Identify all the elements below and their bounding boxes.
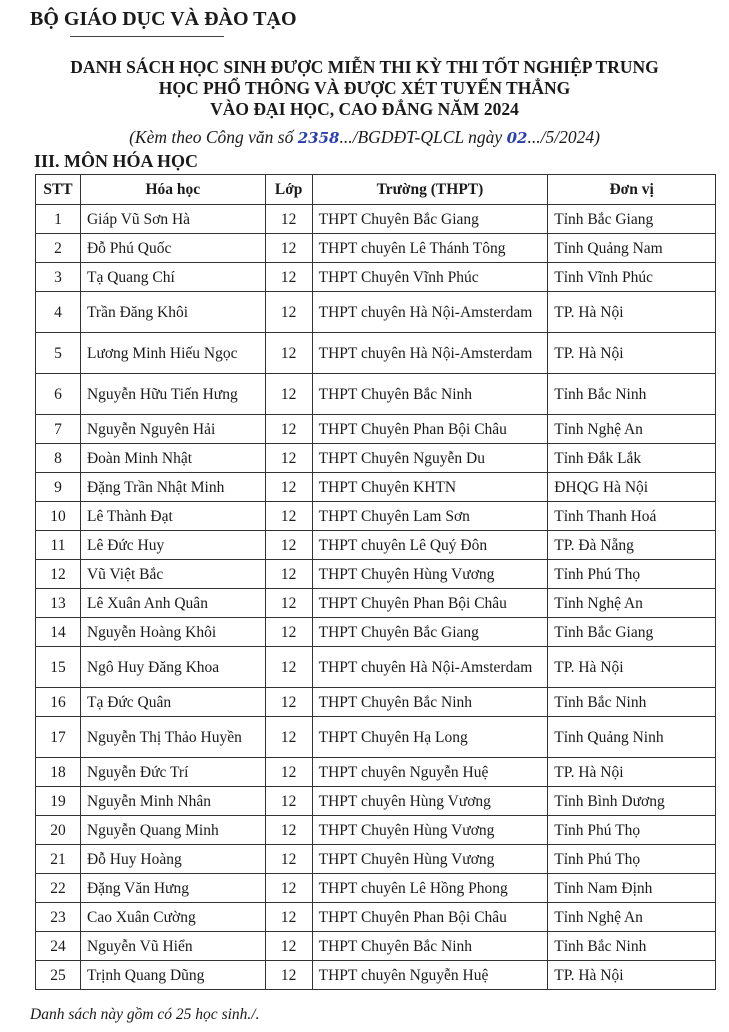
- cell-stt: 5: [36, 333, 81, 374]
- cell-stt: 12: [36, 560, 81, 589]
- cell-stt: 11: [36, 531, 81, 560]
- title-line: VÀO ĐẠI HỌC, CAO ĐẲNG NĂM 2024: [210, 99, 519, 119]
- cell-stt: 1: [36, 205, 81, 234]
- cell-stt: 9: [36, 473, 81, 502]
- cell-grade: 12: [265, 292, 312, 333]
- cell-stt: 13: [36, 589, 81, 618]
- cell-school: THPT chuyên Hà Nội-Amsterdam: [312, 333, 548, 374]
- cell-grade: 12: [265, 205, 312, 234]
- cell-unit: TP. Hà Nội: [548, 292, 716, 333]
- cell-stt: 24: [36, 932, 81, 961]
- handwritten-day: 02: [506, 129, 528, 147]
- cell-name: Tạ Đức Quân: [80, 688, 265, 717]
- cell-stt: 6: [36, 374, 81, 415]
- cell-stt: 22: [36, 874, 81, 903]
- cell-unit: Tỉnh Nghệ An: [548, 589, 716, 618]
- cell-unit: Tỉnh Vĩnh Phúc: [548, 263, 716, 292]
- cell-stt: 19: [36, 787, 81, 816]
- cell-grade: 12: [265, 688, 312, 717]
- cell-name: Lê Xuân Anh Quân: [80, 589, 265, 618]
- cell-school: THPT Chuyên Bắc Giang: [312, 618, 548, 647]
- cell-unit: Tỉnh Bắc Ninh: [548, 932, 716, 961]
- header-unit: Đơn vị: [548, 175, 716, 205]
- cell-school: THPT chuyên Nguyễn Huệ: [312, 758, 548, 787]
- cell-name: Trịnh Quang Dũng: [80, 961, 265, 990]
- cell-stt: 21: [36, 845, 81, 874]
- cell-name: Đoàn Minh Nhật: [80, 444, 265, 473]
- ministry-name: BỘ GIÁO DỤC VÀ ĐÀO TẠO: [30, 8, 297, 30]
- table-row: [36, 531, 716, 560]
- cell-unit: Tỉnh Nam Định: [548, 874, 716, 903]
- table-row: [36, 932, 716, 961]
- cell-name: Đỗ Huy Hoàng: [80, 845, 265, 874]
- header-name: Hóa học: [80, 175, 265, 205]
- cell-school: THPT chuyên Lê Quý Đôn: [312, 531, 548, 560]
- cell-grade: 12: [265, 589, 312, 618]
- cell-school: THPT Chuyên Hùng Vương: [312, 845, 548, 874]
- cell-stt: 10: [36, 502, 81, 531]
- cell-grade: 12: [265, 845, 312, 874]
- cell-name: Nguyễn Nguyên Hải: [80, 415, 265, 444]
- cell-unit: Tỉnh Bắc Giang: [548, 618, 716, 647]
- cell-name: Nguyễn Đức Trí: [80, 758, 265, 787]
- cell-grade: 12: [265, 717, 312, 758]
- cell-unit: Tỉnh Phú Thọ: [548, 845, 716, 874]
- cell-grade: 12: [265, 618, 312, 647]
- cell-stt: 18: [36, 758, 81, 787]
- cell-school: THPT Chuyên Lam Sơn: [312, 502, 548, 531]
- cell-stt: 3: [36, 263, 81, 292]
- document-title: [0, 57, 729, 120]
- cell-school: THPT Chuyên Phan Bội Châu: [312, 415, 548, 444]
- handwritten-number: 2358: [297, 129, 340, 147]
- cell-school: THPT Chuyên Bắc Ninh: [312, 932, 548, 961]
- cell-unit: TP. Hà Nội: [548, 758, 716, 787]
- cell-name: Trần Đăng Khôi: [80, 292, 265, 333]
- title-line: DANH SÁCH HỌC SINH ĐƯỢC MIỄN THI KỲ THI TỐT NGHIỆP TRUNG: [70, 57, 659, 77]
- cell-name: Đặng Văn Hưng: [80, 874, 265, 903]
- cell-name: Nguyễn Thị Thảo Huyền: [80, 717, 265, 758]
- table-row: [36, 234, 716, 263]
- table-row: [36, 618, 716, 647]
- table-row: [36, 333, 716, 374]
- cell-stt: 25: [36, 961, 81, 990]
- footer-note: Danh sách này gồm có 25 học sinh./.: [30, 1006, 260, 1023]
- cell-school: THPT chuyên Nguyễn Huệ: [312, 961, 548, 990]
- cell-grade: 12: [265, 758, 312, 787]
- header-school: Trường (THPT): [312, 175, 548, 205]
- table-row: [36, 758, 716, 787]
- cell-name: Nguyễn Minh Nhân: [80, 787, 265, 816]
- cell-name: Nguyễn Quang Minh: [80, 816, 265, 845]
- cell-name: Lê Đức Huy: [80, 531, 265, 560]
- table-row: [36, 717, 716, 758]
- cell-school: THPT Chuyên Bắc Ninh: [312, 688, 548, 717]
- cell-grade: 12: [265, 816, 312, 845]
- cell-stt: 23: [36, 903, 81, 932]
- cell-grade: 12: [265, 374, 312, 415]
- table-row: [36, 589, 716, 618]
- cell-school: THPT chuyên Lê Hồng Phong: [312, 874, 548, 903]
- student-table: [35, 174, 716, 990]
- cell-stt: 17: [36, 717, 81, 758]
- table-row: [36, 903, 716, 932]
- cell-name: Nguyễn Vũ Hiển: [80, 932, 265, 961]
- cell-school: THPT Chuyên KHTN: [312, 473, 548, 502]
- cell-unit: Tỉnh Quảng Nam: [548, 234, 716, 263]
- cell-school: THPT Chuyên Hùng Vương: [312, 816, 548, 845]
- cell-stt: 2: [36, 234, 81, 263]
- cell-name: Cao Xuân Cường: [80, 903, 265, 932]
- cell-unit: TP. Hà Nội: [548, 961, 716, 990]
- cell-school: THPT Chuyên Phan Bội Châu: [312, 589, 548, 618]
- cell-stt: 15: [36, 647, 81, 688]
- cell-school: THPT Chuyên Bắc Giang: [312, 205, 548, 234]
- reference-middle: .../BGDĐT-QLCL ngày: [339, 127, 507, 147]
- cell-grade: 12: [265, 647, 312, 688]
- table-row: [36, 473, 716, 502]
- ministry-underline: [70, 36, 224, 37]
- cell-unit: TP. Hà Nội: [548, 647, 716, 688]
- cell-unit: Tỉnh Thanh Hoá: [548, 502, 716, 531]
- cell-stt: 16: [36, 688, 81, 717]
- title-line: HỌC PHỔ THÔNG VÀ ĐƯỢC XÉT TUYỂN THẲNG: [158, 78, 571, 98]
- cell-grade: 12: [265, 473, 312, 502]
- cell-unit: TP. Hà Nội: [548, 333, 716, 374]
- table-row: [36, 787, 716, 816]
- table-row: [36, 502, 716, 531]
- cell-name: Ngô Huy Đăng Khoa: [80, 647, 265, 688]
- cell-unit: Tỉnh Đắk Lắk: [548, 444, 716, 473]
- cell-unit: Tỉnh Bắc Ninh: [548, 374, 716, 415]
- cell-unit: TP. Đà Nẵng: [548, 531, 716, 560]
- table-row: [36, 292, 716, 333]
- cell-grade: 12: [265, 874, 312, 903]
- cell-name: Tạ Quang Chí: [80, 263, 265, 292]
- cell-grade: 12: [265, 234, 312, 263]
- cell-school: THPT Chuyên Bắc Ninh: [312, 374, 548, 415]
- cell-unit: ĐHQG Hà Nội: [548, 473, 716, 502]
- table-row: [36, 374, 716, 415]
- table-row: [36, 688, 716, 717]
- cell-unit: Tỉnh Bắc Ninh: [548, 688, 716, 717]
- cell-school: THPT chuyên Hà Nội-Amsterdam: [312, 292, 548, 333]
- cell-name: Lương Minh Hiếu Ngọc: [80, 333, 265, 374]
- cell-school: THPT chuyên Lê Thánh Tông: [312, 234, 548, 263]
- cell-school: THPT chuyên Hà Nội-Amsterdam: [312, 647, 548, 688]
- table-row: [36, 961, 716, 990]
- table-row: [36, 415, 716, 444]
- cell-grade: 12: [265, 903, 312, 932]
- table-row: [36, 560, 716, 589]
- cell-name: Vũ Việt Bắc: [80, 560, 265, 589]
- cell-name: Đặng Trần Nhật Minh: [80, 473, 265, 502]
- table-row: [36, 874, 716, 903]
- table-row: [36, 205, 716, 234]
- section-heading: III. MÔN HÓA HỌC: [34, 151, 199, 171]
- table-row: [36, 444, 716, 473]
- cell-grade: 12: [265, 444, 312, 473]
- cell-unit: Tỉnh Nghệ An: [548, 415, 716, 444]
- cell-unit: Tỉnh Quảng Ninh: [548, 717, 716, 758]
- cell-unit: Tỉnh Phú Thọ: [548, 560, 716, 589]
- cell-school: THPT Chuyên Hùng Vương: [312, 560, 548, 589]
- cell-grade: 12: [265, 961, 312, 990]
- cell-stt: 4: [36, 292, 81, 333]
- cell-name: Nguyễn Hữu Tiến Hưng: [80, 374, 265, 415]
- cell-grade: 12: [265, 932, 312, 961]
- cell-stt: 20: [36, 816, 81, 845]
- cell-school: THPT Chuyên Hạ Long: [312, 717, 548, 758]
- table-row: [36, 647, 716, 688]
- table-row: [36, 845, 716, 874]
- cell-unit: Tỉnh Bình Dương: [548, 787, 716, 816]
- cell-school: THPT Chuyên Phan Bội Châu: [312, 903, 548, 932]
- cell-stt: 8: [36, 444, 81, 473]
- cell-unit: Tỉnh Phú Thọ: [548, 816, 716, 845]
- reference-suffix: .../5/2024): [527, 127, 600, 147]
- cell-grade: 12: [265, 415, 312, 444]
- reference-prefix: (Kèm theo Công văn số: [129, 127, 298, 147]
- cell-grade: 12: [265, 787, 312, 816]
- cell-stt: 7: [36, 415, 81, 444]
- cell-grade: 12: [265, 531, 312, 560]
- header-stt: STT: [36, 175, 81, 205]
- cell-school: THPT Chuyên Nguyễn Du: [312, 444, 548, 473]
- cell-grade: 12: [265, 263, 312, 292]
- cell-unit: Tỉnh Bắc Giang: [548, 205, 716, 234]
- header-grade: Lớp: [265, 175, 312, 205]
- cell-name: Giáp Vũ Sơn Hà: [80, 205, 265, 234]
- table-header-row: [36, 175, 716, 205]
- cell-grade: 12: [265, 560, 312, 589]
- cell-name: Đỗ Phú Quốc: [80, 234, 265, 263]
- cell-name: Nguyễn Hoàng Khôi: [80, 618, 265, 647]
- cell-grade: 12: [265, 502, 312, 531]
- cell-name: Lê Thành Đạt: [80, 502, 265, 531]
- cell-school: THPT chuyên Hùng Vương: [312, 787, 548, 816]
- cell-school: THPT Chuyên Vĩnh Phúc: [312, 263, 548, 292]
- cell-grade: 12: [265, 333, 312, 374]
- cell-unit: Tỉnh Nghệ An: [548, 903, 716, 932]
- table-row: [36, 816, 716, 845]
- document-reference: [0, 127, 729, 148]
- cell-stt: 14: [36, 618, 81, 647]
- table-row: [36, 263, 716, 292]
